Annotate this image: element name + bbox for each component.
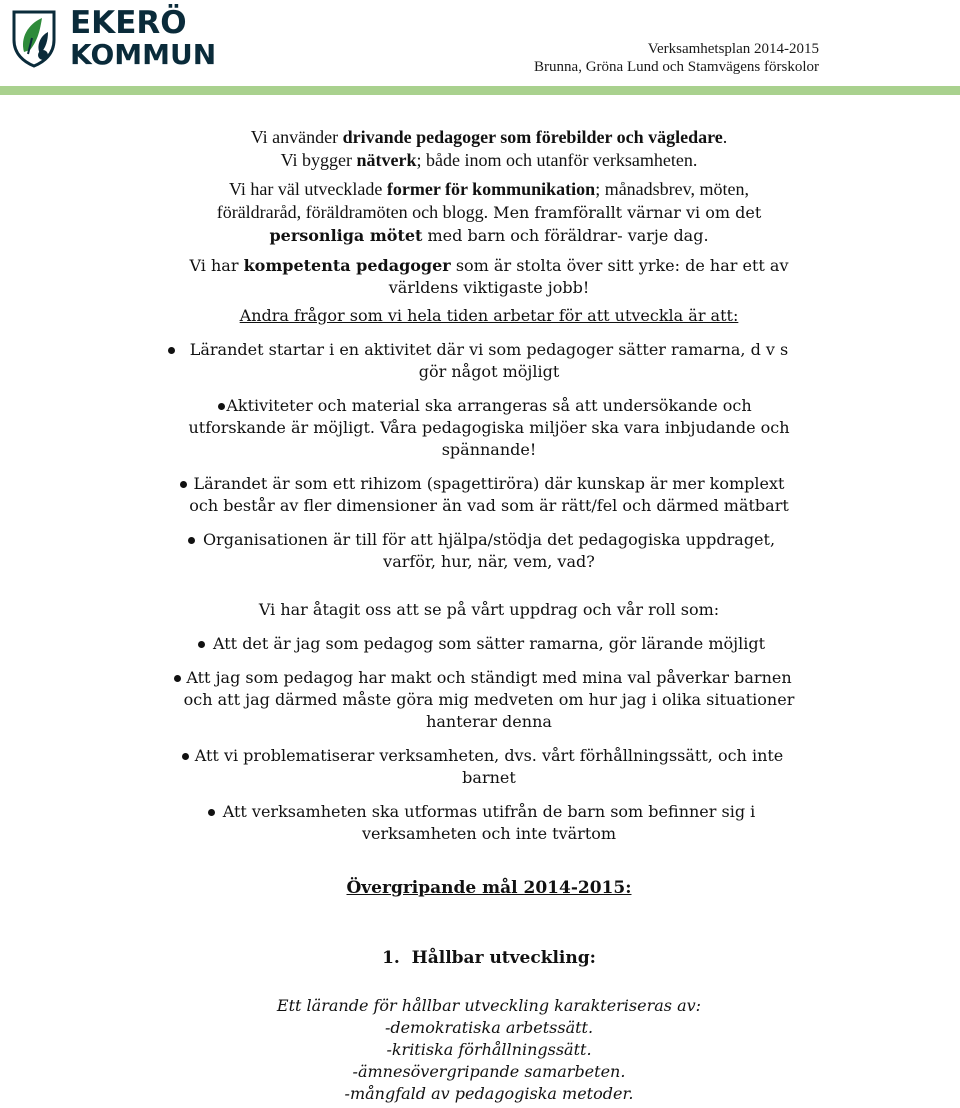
text: barnet [462, 768, 516, 787]
bullet-icon [168, 347, 175, 354]
header-divider-bar [0, 86, 960, 95]
section-title: Hållbar utveckling: [411, 948, 596, 968]
goals-heading: Övergripande mål 2014-2015: [346, 878, 632, 898]
text: Att vi problematiserar verksamheten, dvs. vårt förhållningssätt, och inte [194, 746, 784, 765]
text: hanterar denna [426, 712, 552, 731]
emphasis: former för kommunikation [386, 179, 596, 199]
text: och att jag därmed måste göra mig medveten om hur jag i olika situationer [183, 690, 795, 709]
text: Vi använder [250, 127, 343, 147]
emphasis: drivande pedagoger som förebilder och vägledare [342, 127, 723, 147]
emphasis: nätverk [356, 150, 417, 170]
list-item [160, 395, 818, 461]
text: med barn och föräldrar- varje dag. [422, 226, 709, 245]
sustainability-description [160, 995, 818, 1105]
text: Att jag som pedagog har makt och ständigt med mina val påverkar barnen [186, 668, 792, 687]
document-body [160, 126, 818, 1105]
text: Men framförallt värnar vi om det [488, 203, 762, 222]
commitment-list [160, 633, 818, 845]
section-number: 1. [382, 948, 400, 968]
commitment-heading: Vi har åtagit oss att se på vårt uppdrag och vår roll som: [258, 600, 720, 619]
text: verksamheten och inte tvärtom [361, 824, 617, 843]
description-line: Ett lärande för hållbar utveckling karakteriseras av: [276, 996, 702, 1015]
logo-text-line1: EKERÖ [70, 5, 187, 41]
text: gör något möjligt [418, 362, 560, 381]
text: ; månadsbrev, möten, [595, 179, 749, 199]
text: spännande! [441, 440, 537, 459]
text: Vi bygger [280, 150, 357, 170]
bullet-icon [188, 537, 195, 544]
intro-paragraph-4 [160, 255, 818, 299]
text: . [722, 127, 728, 147]
bullet-icon [218, 403, 225, 410]
text: som är stolta över sitt yrke: de har ett av [450, 256, 789, 275]
emphasis: kompetenta pedagoger [243, 256, 451, 275]
description-line: -kritiska förhållningssätt. [386, 1040, 592, 1059]
text: utforskande är möjligt. Våra pedagogiska miljöer ska vara inbjudande och [188, 418, 790, 437]
text: Att verksamheten ska utformas utifrån de barn som befinner sig i [222, 802, 756, 821]
description-line: -mångfald av pedagogiska metoder. [344, 1084, 634, 1103]
list-item [160, 339, 818, 383]
text: varför, hur, när, vem, vad? [383, 552, 595, 571]
text: Aktiviteter och material ska arrangeras så att undersökande och [226, 396, 752, 415]
document-subtitle: Brunna, Gröna Lund och Stamvägens förskolor [534, 59, 819, 75]
text: ; både inom och utanför verksamheten. [416, 150, 698, 170]
text: Lärandet startar i en aktivitet där vi som pedagoger sätter ramarna, d v s [189, 340, 789, 359]
text: föräldraråd, föräldramöten och blogg. [216, 202, 489, 222]
questions-heading [160, 305, 818, 327]
ekero-kommun-logo [10, 5, 217, 71]
emphasis: personliga mötet [269, 226, 423, 245]
section-heading [160, 947, 818, 969]
municipal-shield-icon [10, 8, 58, 68]
description-line: -demokratiska arbetssätt. [384, 1018, 594, 1037]
logo-text-line2: KOMMUN [70, 38, 217, 71]
list-item [160, 667, 818, 733]
list-item [160, 745, 818, 789]
text: världens viktigaste jobb! [388, 278, 590, 297]
description-line: -ämnesövergripande samarbeten. [352, 1062, 626, 1081]
text: Organisationen är till för att hjälpa/stödja det pedagogiska uppdraget, [202, 530, 776, 549]
list-item [160, 801, 818, 845]
list-item [160, 633, 818, 655]
intro-paragraph-3 [160, 178, 818, 247]
bullet-icon [174, 675, 181, 682]
document-title: Verksamhetsplan 2014-2015 [647, 41, 819, 57]
text: Lärandet är som ett rihizom (spagettiröra) där kunskap är mer komplext [193, 474, 785, 493]
text: och består av fler dimensioner än vad som är rätt/fel och därmed mätbart [189, 496, 789, 515]
document-header-info [534, 40, 819, 76]
bullet-icon [180, 481, 187, 488]
list-item [160, 529, 818, 573]
bullet-icon [182, 753, 189, 760]
bullet-icon [198, 641, 205, 648]
list-item [160, 473, 818, 517]
intro-paragraph-2 [160, 149, 818, 172]
page-header [0, 0, 960, 86]
underlined-heading: Andra frågor som vi hela tiden arbetar för att utveckla är att: [239, 306, 739, 325]
bullet-icon [208, 809, 215, 816]
text: Vi har [189, 256, 244, 275]
intro-paragraph-1 [160, 126, 818, 149]
questions-list [160, 339, 818, 573]
text: Att det är jag som pedagog som sätter ramarna, gör lärande möjligt [212, 634, 766, 653]
text: Vi har väl utvecklade [229, 179, 387, 199]
